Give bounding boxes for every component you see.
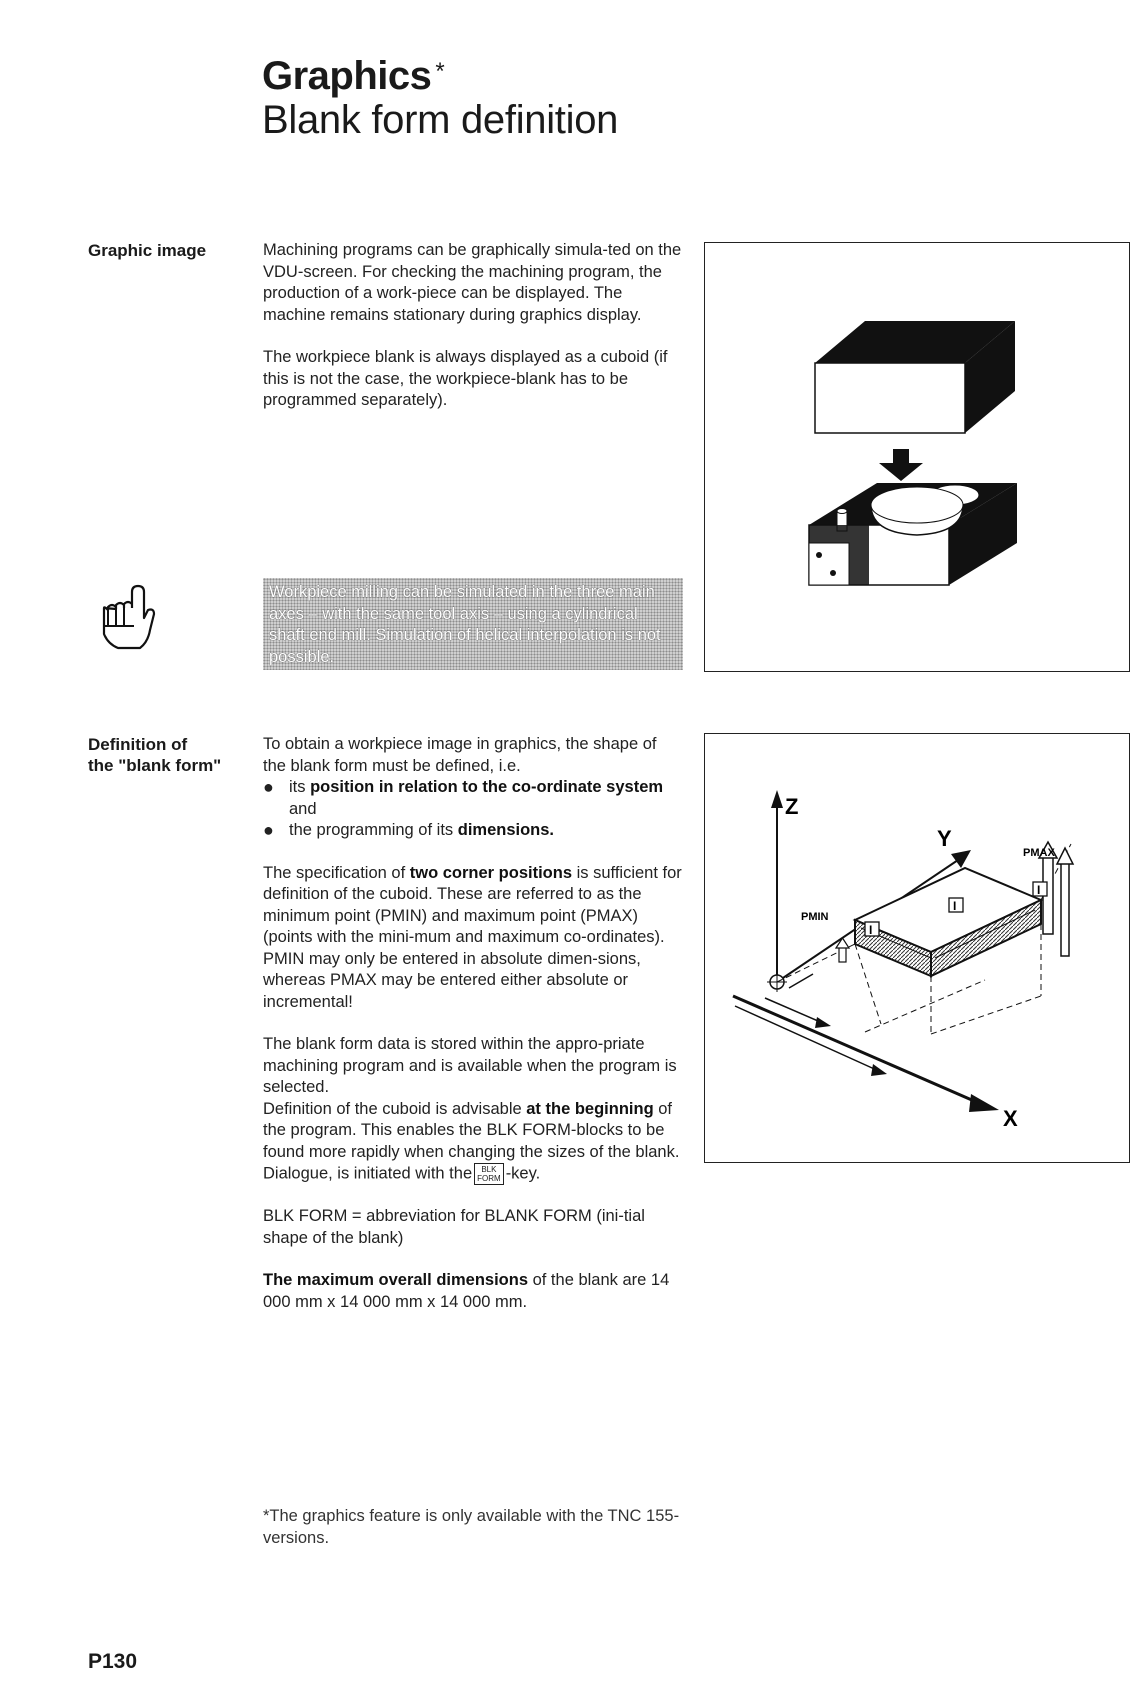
bullet1-pre: its xyxy=(289,778,311,796)
dialogue-para xyxy=(263,1163,683,1185)
increment-label: I xyxy=(869,923,873,937)
abbrev-para: BLK FORM = abbreviation for BLANK FORM (ini-tial shape of the blank) xyxy=(263,1207,645,1247)
stored-para: The blank form data is stored within the appro-priate machining program and is available when the program is selected. xyxy=(263,1035,677,1096)
figure-blank-coordinates xyxy=(704,733,1130,1163)
dimension-line xyxy=(789,974,813,988)
list-item xyxy=(263,820,683,842)
dialogue-pre: Dialogue, is initiated with the xyxy=(263,1164,473,1183)
increment-label: I xyxy=(953,899,957,913)
figure-workpiece-simulation xyxy=(704,242,1130,672)
pointing-hand-icon xyxy=(94,578,162,656)
dimension-arrow-icon xyxy=(871,1064,887,1076)
hand-svg xyxy=(94,578,162,656)
pmin-up-arrow-icon xyxy=(836,938,849,948)
increment-label: I xyxy=(1037,883,1041,897)
spec-post: is sufficient for definition of the cuboid. These are referred to as the minimum point (PMIN) and maximum point (PMAX) (points with the mini-mum and maximum co-ordinates). xyxy=(263,863,682,946)
blank-form-intro: To obtain a workpiece image in graphics, the shape of the blank form must be defined, i.e. xyxy=(263,735,657,775)
section-label-line1: Definition of xyxy=(88,735,188,754)
spec-bold: two corner positions xyxy=(409,863,573,882)
pmin-para: PMIN may only be entered in absolute dimen-sions, whereas PMAX may be entered either absolute or incremental! xyxy=(263,949,641,1011)
page-number: P130 xyxy=(88,1650,138,1673)
bullet-icon: ● xyxy=(263,777,274,797)
section-label-graphic-image: Graphic image xyxy=(88,241,207,260)
bullet-icon: ● xyxy=(263,820,274,840)
pmin-label: PMIN xyxy=(801,911,829,923)
key-line1: BLK xyxy=(481,1165,497,1174)
x-axis xyxy=(733,996,981,1104)
title-asterisk: * xyxy=(435,58,445,85)
graphic-image-para1: Machining programs can be graphically simula-ted on the VDU-screen. For checking the machining program, the production of a work-piece can be displayed. The machine remains stationary during graphics display. xyxy=(263,241,682,324)
x-arrow-icon xyxy=(969,1094,999,1112)
max-post: of the blank are 14 000 mm x 14 000 mm x 14 000 mm. xyxy=(263,1271,670,1311)
section-label-blank-form xyxy=(88,734,221,776)
corner-positions-para xyxy=(263,863,683,949)
y-arrow-icon xyxy=(951,850,971,868)
definition-para xyxy=(263,1099,683,1164)
title-main: Graphics xyxy=(262,54,432,98)
bullet2-pre: the programming of its xyxy=(289,821,458,839)
z-arrow-icon xyxy=(771,790,783,808)
bullet2-text xyxy=(289,820,554,842)
z-label: Z xyxy=(785,794,799,819)
section-label-line2: the "blank form" xyxy=(88,756,222,775)
dialogue-post: -key. xyxy=(505,1164,541,1183)
warning-note: Workpiece milling can be simulated in the three main axes – with the same tool axis – using a cylindrical shaft end mill. Simulation of helical interpolation is not possible. xyxy=(263,578,683,670)
section1-text xyxy=(263,240,683,412)
arrow-down-icon xyxy=(879,463,923,481)
vertical-dimension-bar xyxy=(1061,860,1069,956)
up-arrow-icon xyxy=(1057,848,1073,864)
part-step-face xyxy=(809,543,849,585)
dashed-line xyxy=(865,980,985,1032)
bullet1-bold: position in relation to the co-ordinate system xyxy=(310,778,664,796)
def-post: of the program. This enables the BLK FORM-blocks to be found more rapidly when changing the sizes of the blank. xyxy=(263,1099,680,1161)
def-bold: at the beginning xyxy=(526,1099,654,1118)
dashed-line xyxy=(931,996,1041,1034)
max-dimensions-para xyxy=(263,1270,683,1313)
graphic-image-para2: The workpiece blank is always displayed as a cuboid (if this is not the case, the workpiece-blank has to be programmed separately). xyxy=(263,348,668,409)
bullet-and: and xyxy=(289,799,317,818)
list-item xyxy=(263,777,683,799)
pmax-label: PMAX xyxy=(1023,847,1055,859)
part-hole-2 xyxy=(830,570,836,576)
bullet1-text xyxy=(289,777,663,799)
part-pin-top xyxy=(837,509,847,514)
workpiece-illustration xyxy=(705,243,1129,671)
part-boss-top xyxy=(871,487,963,523)
x-label: X xyxy=(1003,1106,1018,1131)
dimension-line xyxy=(765,998,825,1024)
max-bold: The maximum overall dimensions xyxy=(263,1271,528,1289)
y-label: Y xyxy=(937,826,952,851)
key-line2: FORM xyxy=(477,1174,501,1183)
footnote: *The graphics feature is only available with the TNC 155-versions. xyxy=(263,1507,680,1547)
spec-pre: The specification of xyxy=(263,863,410,882)
page-subtitle: Blank form definition xyxy=(262,98,619,142)
dimension-arrow-icon xyxy=(815,1017,831,1028)
coordinate-diagram xyxy=(705,734,1129,1162)
section2-text xyxy=(263,734,683,1313)
part-hole-1 xyxy=(816,552,822,558)
hand-outline xyxy=(104,586,154,648)
blank-front-face xyxy=(815,363,965,433)
blk-form-key-icon xyxy=(474,1163,504,1185)
def-pre: Definition of the cuboid is advisable xyxy=(263,1099,527,1118)
dashed-line xyxy=(855,944,881,1024)
arrow-shaft xyxy=(893,449,909,465)
page-title xyxy=(262,54,444,99)
bullet2-bold: dimensions. xyxy=(457,821,555,839)
